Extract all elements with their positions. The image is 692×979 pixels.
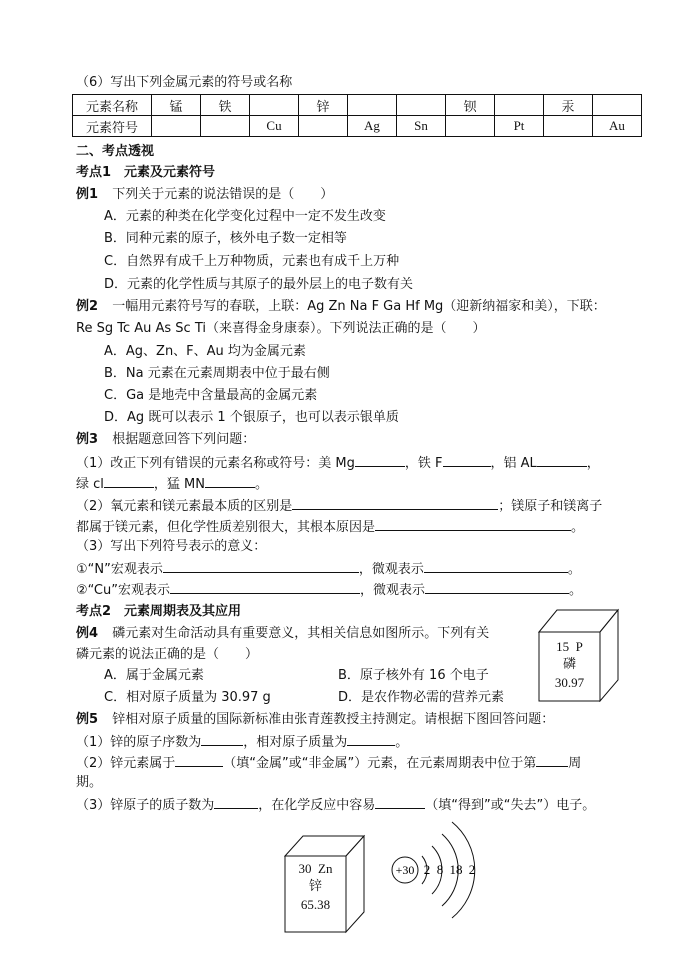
shell-electron-count: 2 (468, 862, 476, 877)
ex3-p3-text: 。 (569, 583, 583, 598)
ex4-option-c: C．相对原子质量为 30.97 g (104, 690, 271, 705)
table-cell: 汞 (544, 95, 593, 116)
element-name: 磷 (562, 657, 576, 672)
answer-blank[interactable] (104, 474, 154, 488)
answer-blank[interactable] (443, 453, 491, 467)
table-cell: Ag (348, 116, 397, 137)
kp2-title: 考点2 元素周期表及其应用 (76, 604, 242, 619)
answer-blank[interactable] (292, 496, 498, 510)
element-name: 锌 (308, 879, 322, 894)
ex5-p1-text: （1）锌的原子序数为 (76, 735, 202, 750)
ex3-p2-text: ；镁原子和镁离子 (498, 499, 603, 514)
ex3-p1-text: ， (586, 456, 600, 471)
ex2-option-b: B．Na 元素在元素周期表中位于最右侧 (104, 366, 330, 381)
shell-electron-count: 18 (449, 862, 463, 877)
ex3-part3-cu (76, 580, 582, 600)
ex2-line2: Re Sg Tc Au As Sc Ti（来喜得金身康泰）。下列说法正确的是（ ） (76, 321, 486, 336)
ex1-option-a: A．元素的种类在化学变化过程中一定不发生改变 (104, 209, 386, 224)
ex3-stem (76, 431, 255, 449)
ex1-label: 例1 (76, 187, 99, 202)
atomic-number: 30 (298, 861, 312, 876)
table-cell (544, 116, 593, 137)
answer-blank[interactable] (347, 732, 395, 746)
ex3-p3-text: ②“Cu”宏观表示 (76, 583, 170, 598)
ex3-part2-line2 (76, 517, 584, 537)
ex3-question: 根据题意回答下列问题： (112, 432, 256, 447)
table-cell: 铁 (201, 95, 250, 116)
zinc-atom-diagram (386, 816, 496, 926)
ex3-part3-n (76, 559, 581, 579)
ex3-part1-line2 (76, 474, 268, 494)
ex1-option-b: B．同种元素的原子，核外电子数一定相等 (104, 231, 347, 246)
kp1-title: 考点1 元素及元素符号 (76, 165, 216, 180)
answer-blank[interactable] (425, 580, 569, 594)
table-cell: 锰 (152, 95, 201, 116)
ex5-p1-text: ，相对原子质量为 (243, 735, 348, 750)
atomic-number: 15 (556, 639, 570, 654)
ex3-p1-text: 绿 cl (76, 477, 104, 492)
answer-blank[interactable] (537, 453, 587, 467)
ex3-p2-text: （2）氧元素和镁元素最本质的区别是 (76, 499, 293, 514)
ex3-p3-text: 。 (567, 562, 581, 577)
ex2-stem (76, 298, 606, 316)
table-cell: Pt (495, 116, 544, 137)
ex4-stem (76, 625, 489, 643)
ex2-option-d: D．Ag 既可以表示 1 个银原子，也可以表示银单质 (104, 410, 399, 425)
answer-blank[interactable] (536, 753, 568, 767)
ex5-p1-text: 。 (395, 735, 409, 750)
table-cell (201, 116, 250, 137)
element-symbol: Zn (318, 861, 333, 876)
table-header-name: 元素名称 (73, 95, 152, 116)
answer-blank[interactable] (355, 453, 405, 467)
ex5-p2-text: （2）锌元素属于 (76, 756, 176, 771)
ex3-p1-text: ，铁 F (404, 456, 443, 471)
atomic-mass: 30.97 (554, 675, 585, 690)
answer-blank[interactable] (375, 517, 571, 531)
table-cell (495, 95, 544, 116)
zinc-cell (286, 860, 345, 914)
ex5-part2-line1 (76, 753, 581, 773)
table-cell: Au (593, 116, 642, 137)
table-cell: 钡 (446, 95, 495, 116)
ex3-p1-text: 。 (254, 477, 268, 492)
ex5-p3-text: ，在化学反应中容易 (258, 798, 376, 813)
table-cell (446, 116, 495, 137)
ex2-option-c: C．Ga 是地壳中含量最高的金属元素 (104, 388, 318, 403)
answer-blank[interactable] (424, 559, 568, 573)
ex1-option-c: C．自然界有成千上万种物质，元素也有成千上万种 (104, 254, 400, 269)
ex3-p2-text: 都属于镁元素，但化学性质差别很大，其根本原因是 (76, 520, 376, 535)
ex5-label: 例5 (76, 712, 99, 727)
table-row (73, 95, 642, 116)
ex1-option-d: D．元素的化学性质与其原子的最外层上的电子数有关 (104, 277, 414, 292)
answer-blank[interactable] (163, 559, 359, 573)
atomic-mass: 65.38 (300, 897, 331, 912)
table-cell: Sn (397, 116, 446, 137)
table-cell (593, 95, 642, 116)
answer-blank[interactable] (170, 580, 360, 594)
ex5-p2-text: （填“金属”或“非金属”）元素，在元素周期表中位于第 (223, 756, 537, 771)
ex5-part3 (76, 795, 595, 815)
ex2-label: 例2 (76, 299, 99, 314)
nucleus-charge: +30 (395, 863, 415, 877)
table-cell: Cu (250, 116, 299, 137)
ex2-line1: 一幅用元素符号写的春联，上联：Ag Zn Na F Ga Hf Mg（迎新纳福家和美），下联： (112, 299, 606, 314)
ex5-question: 锌相对原子质量的国际新标准由张青莲教授主持测定。请根据下图回答问题： (112, 712, 555, 727)
table-cell (348, 95, 397, 116)
table-header-symbol: 元素符号 (73, 116, 152, 137)
ex5-p3-text: （3）锌原子的质子数为 (76, 798, 215, 813)
ex4-line2: 磷元素的说法正确的是（ ） (76, 647, 259, 662)
ex3-part3: （3）写出下列符号表示的意义： (76, 539, 267, 554)
answer-blank[interactable] (375, 795, 425, 809)
answer-blank[interactable] (214, 795, 258, 809)
element-symbol: P (575, 639, 583, 654)
ex1-question: 下列关于元素的说法错误的是（ ） (112, 187, 334, 202)
table-cell (250, 95, 299, 116)
ex3-p3-text: ，微观表示 (358, 562, 424, 577)
ex4-line1: 磷元素对生命活动具有重要意义，其相关信息如图所示。下列有关 (112, 626, 490, 641)
element-table (72, 94, 642, 137)
ex5-p3-text: （填“得到”或“失去”）电子。 (425, 798, 596, 813)
ex3-p1-text: （1）改正下列有错误的元素名称或符号：美 Mg (76, 456, 355, 471)
shell-electron-count: 2 (423, 862, 431, 877)
answer-blank[interactable] (175, 753, 223, 767)
ex5-stem (76, 711, 554, 729)
ex3-label: 例3 (76, 432, 99, 447)
ex5-p2-text: 周 (568, 756, 582, 771)
ex3-p3-text: ，微观表示 (359, 583, 425, 598)
answer-blank[interactable] (205, 474, 255, 488)
ex3-p2-text: 。 (571, 520, 585, 535)
ex3-part2-line1 (76, 496, 602, 516)
table-cell (152, 116, 201, 137)
ex3-p1-text: ，铝 AL (490, 456, 537, 471)
ex4-option-d: D．是农作物必需的营养元素 (338, 690, 505, 705)
section-title: 二、考点透视 (76, 144, 155, 159)
table-row (73, 116, 642, 137)
shell-electron-count: 8 (436, 862, 444, 877)
table-cell (299, 116, 348, 137)
table-cell (397, 95, 446, 116)
q6-title: （6）写出下列金属元素的符号或名称 (76, 75, 293, 90)
ex4-label: 例4 (76, 626, 99, 641)
ex2-option-a: A．Ag、Zn、F、Au 均为金属元素 (104, 344, 306, 359)
answer-blank[interactable] (201, 732, 243, 746)
ex3-p1-text: ，猛 MN (153, 477, 205, 492)
ex1-stem (76, 186, 333, 204)
table-cell: 锌 (299, 95, 348, 116)
ex5-part2-line2: 期。 (76, 775, 103, 790)
ex5-part1 (76, 732, 408, 752)
ex4-option-b: B．原子核外有 16 个电子 (338, 668, 489, 683)
ex3-p3-text: ①“N”宏观表示 (76, 562, 163, 577)
phosphorus-cell (540, 638, 599, 692)
ex3-part1-line1 (76, 453, 600, 473)
ex4-option-a: A．属于金属元素 (104, 668, 204, 683)
